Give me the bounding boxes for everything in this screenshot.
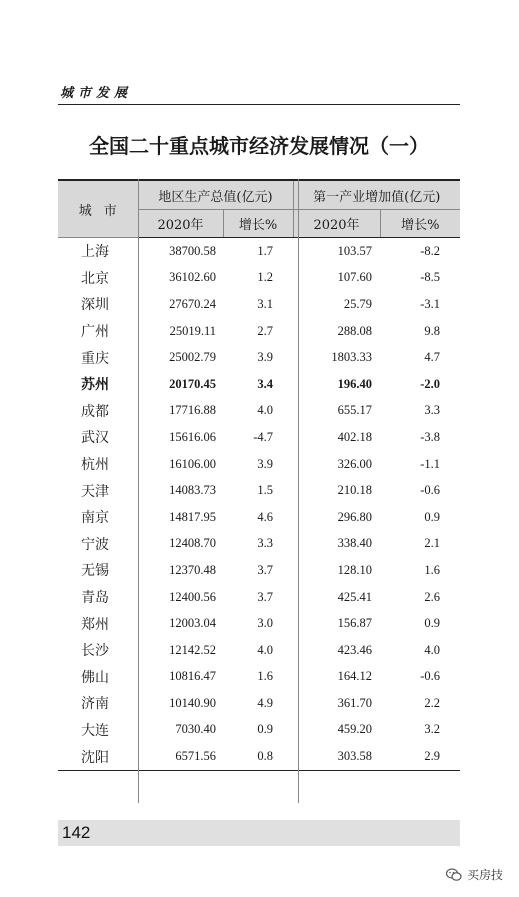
primary-cell: 402.18	[337, 429, 372, 444]
primary-growth-cell: 0.9	[424, 509, 440, 524]
gdp-cell: 36102.60	[169, 270, 216, 285]
gdp-growth-cell: 3.9	[257, 350, 273, 365]
primary-growth-cell: 2.6	[424, 589, 440, 604]
primary-growth-cell: 2.1	[424, 536, 440, 551]
gdp-cell: 6571.56	[138, 743, 223, 770]
page-footer-bar	[58, 820, 460, 846]
primary-growth-cell: 2.9	[380, 743, 460, 770]
city-cell: 大连	[81, 722, 109, 739]
table-row	[58, 584, 460, 611]
gdp-cell: 15616.06	[169, 429, 216, 444]
table-row	[58, 504, 460, 531]
primary-cell: 423.46	[337, 642, 372, 657]
gdp-growth-cell: 1.7	[257, 243, 273, 258]
gdp-growth-cell: 3.0	[257, 616, 273, 631]
gdp-growth-cell: 0.9	[257, 722, 273, 737]
gdp-growth-cell: 3.4	[257, 376, 273, 391]
gdp-growth-cell: 0.8	[223, 743, 293, 770]
city-cell: 济南	[81, 696, 109, 713]
primary-cell: 128.10	[337, 562, 372, 577]
gdp-growth-cell: 1.5	[257, 483, 273, 498]
gdp-year-header: 2020年	[138, 210, 223, 238]
column-divider	[138, 179, 139, 803]
gdp-cell: 12400.56	[169, 589, 216, 604]
gdp-cell: 10140.90	[169, 695, 216, 710]
primary-cell: 107.60	[337, 270, 372, 285]
gdp-growth-cell: 3.3	[257, 536, 273, 551]
city-cell: 广州	[81, 324, 109, 341]
gdp-group-header: 地区生产总值(亿元)	[138, 180, 293, 210]
gdp-cell: 14083.73	[169, 483, 216, 498]
primary-cell: 1803.33	[331, 350, 372, 365]
city-cell: 青岛	[81, 590, 109, 607]
primary-growth-cell: -0.6	[420, 483, 440, 498]
table-row	[58, 398, 460, 425]
city-cell: 杭州	[81, 457, 109, 474]
gdp-growth-cell: 1.6	[257, 669, 273, 684]
primary-growth-cell: 1.6	[424, 562, 440, 577]
gdp-growth-cell: 4.9	[257, 695, 273, 710]
primary-year-header: 2020年	[293, 210, 380, 238]
gdp-cell: 20170.45	[169, 376, 216, 391]
gdp-growth-cell: 4.6	[257, 509, 273, 524]
table-row	[58, 610, 460, 637]
gdp-growth-cell: 4.0	[257, 403, 273, 418]
gdp-growth-cell: 3.7	[257, 562, 273, 577]
primary-growth-cell: -1.1	[420, 456, 440, 471]
gdp-cell: 12142.52	[169, 642, 216, 657]
primary-growth-cell: -8.5	[420, 270, 440, 285]
city-cell: 南京	[81, 510, 109, 527]
primary-growth-cell: -3.8	[420, 429, 440, 444]
table-row	[58, 557, 460, 584]
gdp-cell: 27670.24	[169, 296, 216, 311]
primary-growth-header: 增长%	[380, 210, 460, 238]
page-title: 全国二十重点城市经济发展情况（一）	[89, 134, 429, 158]
primary-growth-cell: -2.0	[420, 376, 440, 391]
gdp-cell: 12003.04	[169, 616, 216, 631]
column-divider	[298, 179, 299, 803]
primary-growth-cell: 3.3	[424, 403, 440, 418]
table-row	[58, 371, 460, 398]
primary-growth-cell: -0.6	[420, 669, 440, 684]
table-row	[58, 477, 460, 504]
table-row	[58, 664, 460, 691]
city-cell: 佛山	[81, 669, 109, 686]
city-cell: 郑州	[81, 616, 109, 633]
primary-growth-cell: 9.8	[424, 323, 440, 338]
primary-cell: 361.70	[337, 695, 372, 710]
primary-cell: 103.57	[337, 243, 372, 258]
primary-cell: 25.79	[343, 296, 372, 311]
gdp-cell: 12408.70	[169, 536, 216, 551]
primary-growth-cell: -8.2	[420, 243, 440, 258]
gdp-cell: 16106.00	[169, 456, 216, 471]
primary-cell: 164.12	[337, 669, 372, 684]
table-row	[58, 291, 460, 318]
table-row	[58, 344, 460, 371]
table-row	[58, 637, 460, 664]
primary-cell: 459.20	[337, 722, 372, 737]
city-cell: 天津	[81, 483, 109, 500]
gdp-growth-cell: -4.7	[253, 429, 273, 444]
gdp-cell: 25019.11	[169, 323, 216, 338]
primary-growth-cell: 0.9	[424, 616, 440, 631]
table-row	[58, 318, 460, 345]
primary-cell: 338.40	[337, 536, 372, 551]
city-cell: 北京	[81, 270, 109, 287]
table-header-row	[58, 180, 460, 210]
gdp-growth-cell: 1.2	[257, 270, 273, 285]
table-row	[58, 690, 460, 717]
city-cell: 深圳	[81, 297, 109, 314]
primary-cell: 196.40	[337, 376, 372, 391]
primary-cell: 326.00	[337, 456, 372, 471]
gdp-growth-header: 增长%	[223, 210, 293, 238]
gdp-growth-cell: 3.7	[257, 589, 273, 604]
header-rule	[58, 104, 460, 105]
table-row	[58, 265, 460, 292]
primary-cell: 288.08	[337, 323, 372, 338]
gdp-cell: 25002.79	[169, 350, 216, 365]
gdp-cell: 38700.58	[169, 243, 216, 258]
primary-cell: 156.87	[337, 616, 372, 631]
gdp-cell: 14817.95	[169, 509, 216, 524]
gdp-cell: 17716.88	[169, 403, 216, 418]
city-cell: 武汉	[81, 430, 109, 447]
city-column-header: 城市	[58, 180, 138, 238]
gdp-growth-cell: 4.0	[257, 642, 273, 657]
section-header: 城市发展	[60, 86, 133, 101]
primary-growth-cell: -3.1	[420, 296, 440, 311]
gdp-growth-cell: 3.1	[257, 296, 273, 311]
table-row	[58, 717, 460, 744]
city-cell: 上海	[81, 244, 109, 261]
watermark-text: 买房技	[467, 868, 504, 882]
primary-growth-cell: 4.0	[424, 642, 440, 657]
primary-growth-cell: 4.7	[424, 350, 440, 365]
table-row	[58, 451, 460, 478]
primary-growth-cell: 2.2	[424, 695, 440, 710]
primary-cell: 655.17	[337, 403, 372, 418]
page-number: 142	[62, 823, 91, 842]
table-row	[58, 531, 460, 558]
primary-cell: 303.58	[293, 743, 380, 770]
gdp-cell: 7030.40	[175, 722, 216, 737]
city-cell: 长沙	[81, 643, 109, 660]
city-cell: 沈阳	[58, 743, 138, 770]
gdp-cell: 10816.47	[169, 669, 216, 684]
economy-table	[58, 179, 460, 771]
wechat-icon	[446, 868, 462, 882]
watermark	[446, 866, 503, 883]
gdp-growth-cell: 3.9	[257, 456, 273, 471]
city-cell: 成都	[81, 403, 109, 420]
city-cell: 重庆	[81, 350, 109, 367]
gdp-cell: 12370.48	[169, 562, 216, 577]
primary-cell: 210.18	[337, 483, 372, 498]
primary-cell: 296.80	[337, 509, 372, 524]
gdp-growth-cell: 2.7	[257, 323, 273, 338]
city-cell: 无锡	[81, 563, 109, 580]
table-row	[58, 424, 460, 451]
city-cell: 苏州	[81, 377, 109, 394]
table-row	[58, 238, 460, 265]
city-cell: 宁波	[81, 536, 109, 553]
primary-cell: 425.41	[337, 589, 372, 604]
primary-industry-group-header: 第一产业增加值(亿元)	[293, 180, 460, 210]
primary-growth-cell: 3.2	[424, 722, 440, 737]
table-row	[58, 743, 460, 770]
